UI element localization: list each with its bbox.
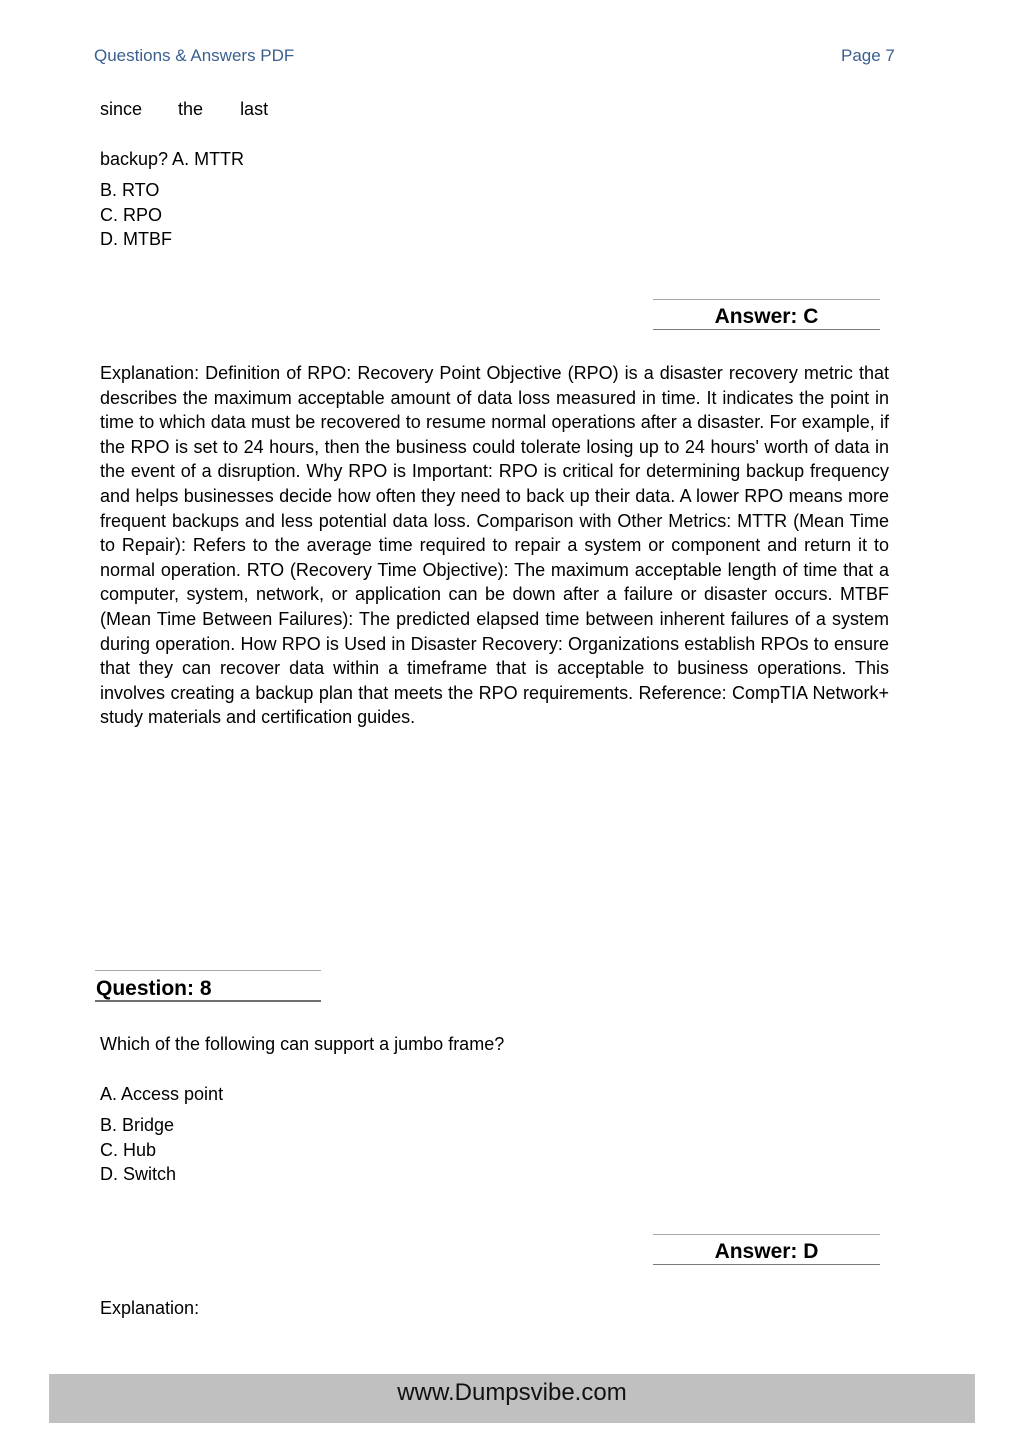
answer-box-q8: [653, 1234, 880, 1265]
option-b: B. RTO: [100, 180, 160, 200]
option-b: B. Bridge: [100, 1115, 175, 1135]
header-title: Questions & Answers PDF: [94, 46, 295, 65]
prev-question-options: [100, 178, 172, 252]
answer-label: Answer: D: [714, 1240, 819, 1263]
prev-question-stem-line2: backup? A. MTTR: [100, 149, 245, 169]
option-c: C. Hub: [100, 1139, 157, 1160]
footer-url[interactable]: www.Dumpsvibe.com: [397, 1379, 627, 1406]
stem-word: the: [178, 99, 204, 119]
page-number: Page 7: [841, 46, 895, 65]
footer-bar: [49, 1374, 975, 1423]
question-8-options: [100, 1113, 176, 1187]
stem-word: last: [240, 99, 269, 119]
explanation-prev: Explanation: Definition of RPO: Recovery Point Objective (RPO) is a disaster recovery metric that describes the maximum acceptable amount of data loss measured in time. It indicates the point in time to which data must be recovered to resume normal operations after a disaster. For example, if the RPO is set to 24 hours, then the business could tolerate losing up to 24 hours' worth of data in the event of a disruption. Why RPO is Important: RPO is critical for determining backup frequency and helps businesses decide how often they need to back up their data. A lower RPO means more frequent backups and less potential data loss. Comparison with Other Metrics: MTTR (Mean Time to Repair): Refers to the average time required to repair a system or component and return it to normal operation. RTO (Recovery Time Objective): The maximum acceptable length of time that a computer, system, network, or application can be down after a failure or disaster occurs. MTBF (Mean Time Between Failures): The predicted elapsed time between inherent failures of a system during operation. How RPO is Used in Disaster Recovery: Organizations establish RPOs to ensure that they can recover data within a timeframe that is acceptable to business operations. This involves creating a backup plan that meets the RPO requirements. Reference: CompTIA Network+ study materials and certification guides.: [100, 363, 889, 728]
answer-label: Answer: C: [714, 305, 819, 328]
option-d: D. Switch: [100, 1164, 177, 1185]
stem-word: since: [100, 99, 143, 119]
question-title: Question: 8: [96, 977, 212, 1000]
option-a: A. Access point: [100, 1084, 224, 1104]
question-8-heading: [95, 970, 321, 1002]
prev-question-stem-line1: [100, 97, 268, 122]
question-8-stem: Which of the following can support a jumbo frame?: [100, 1034, 505, 1054]
answer-box-prev: [653, 299, 880, 330]
option-c: C. RPO: [100, 204, 163, 225]
option-d: D. MTBF: [100, 229, 172, 250]
explanation-q8: Explanation:: [100, 1298, 200, 1318]
